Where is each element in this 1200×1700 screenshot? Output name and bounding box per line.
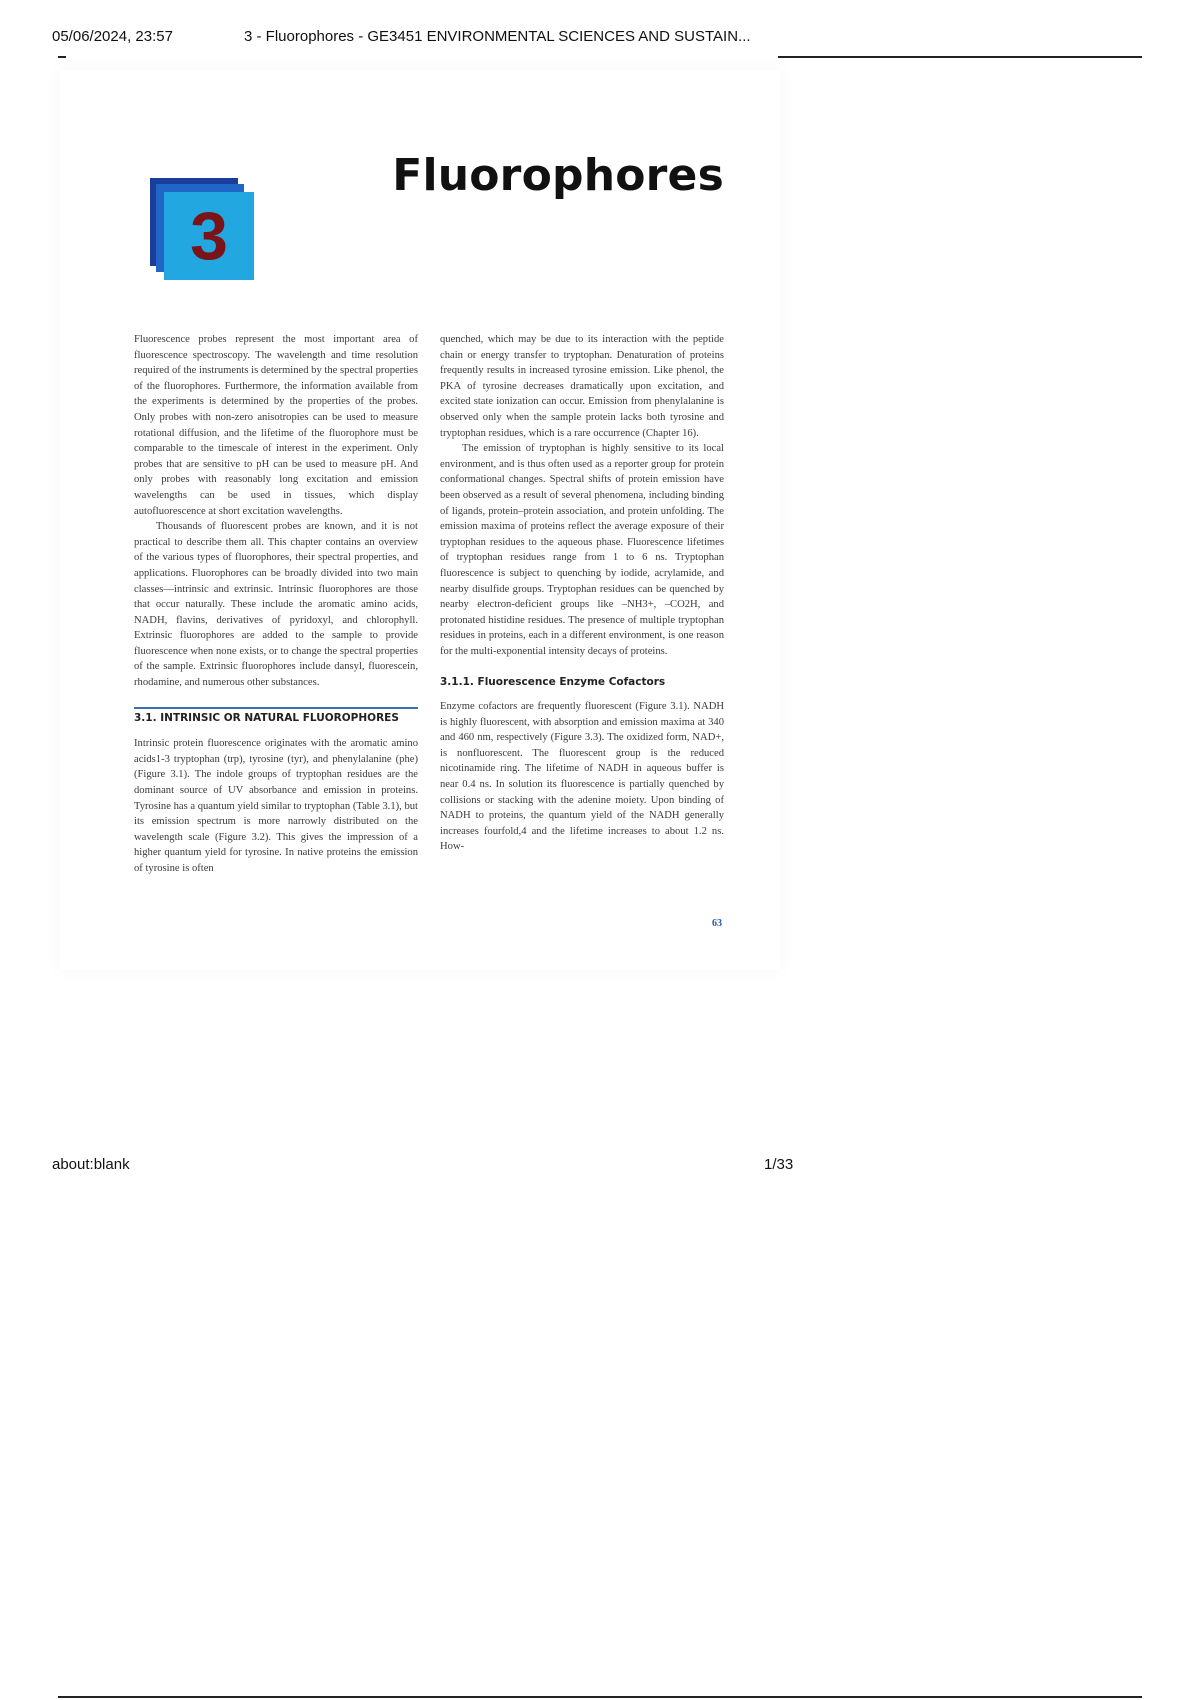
section-paragraph: Intrinsic protein fluorescence originates with the aromatic amino acids1-3 tryptophan (trp), tyrosine (tyr), and phenylalanine (phe) (Figure 3.1). The indole groups of tryptophan residues are the dominant source of UV absorbance and emission in proteins. Tyrosine has a quantum yield similar to tryptophan (Table 3.1), but its emission spectrum is more narrowly distributed on the wavelength scale (Figure 3.2). This gives the impression of a higher quantum yield for tyrosine. In native proteins the emission of tyrosine is often xyxy=(134,738,418,874)
subsection-paragraph: Enzyme cofactors are frequently fluorescent (Figure 3.1). NADH is highly fluorescent, with absorption and emission maxima at 340 and 460 nm, respectively (Figure 3.3). The oxidized form, NAD+, is nonfluorescent. The fluorescent group is the reduced nicotinamide ring. The lifetime of NADH in aqueous buffer is near 0.4 ns. In solution its fluorescence is partially quenched by collisions or stacking with the adenine moiety. Upon binding of NADH to proteins, the quantum yield of the NADH generally increases fourfold,4 and the lifetime increases to about 1.2 ns. How- xyxy=(440,701,724,853)
subsection-heading: 3.1.1. Fluorescence Enzyme Cofactors xyxy=(440,676,666,689)
footer-rule xyxy=(58,1696,1142,1698)
left-column xyxy=(134,332,418,877)
chapter-title: Fluorophores xyxy=(392,150,724,201)
print-header-title: 3 - Fluorophores - GE3451 ENVIRONMENTAL SCIENCES AND SUSTAIN... xyxy=(244,28,751,45)
header-rule xyxy=(778,56,1142,58)
intro-paragraph-2: Thousands of fluorescent probes are known, and it is not practical to describe them all. This chapter contains an overview of the various types of fluorophores, their spectral properties, and applications. Fluorophores can be broadly divided into two main classes—intrinsic and extrinsic. Intrinsic fluorophores are those that occur naturally. These include the aromatic amino acids, NADH, flavins, derivatives of pyridoxyl, and chlorophyll. Extrinsic fluorophores are added to the sample to provide fluorescence when none exists, or to change the spectral properties of the sample. Extrinsic fluorophores include dansyl, fluorescein, rhodamine, and numerous other substances. xyxy=(134,521,418,689)
section-heading: 3.1. INTRINSIC OR NATURAL FLUOROPHORES xyxy=(134,707,418,737)
print-footer-page-indicator: 1/33 xyxy=(764,1156,794,1173)
right-column xyxy=(440,332,724,855)
print-footer-url: about:blank xyxy=(52,1156,130,1173)
print-header-date: 05/06/2024, 23:57 xyxy=(52,28,173,45)
right-paragraph-1: quenched, which may be due to its interaction with the peptide chain or energy transfer to tryptophan. Denaturation of proteins frequently results in increased tyrosine emission. Like phenol, the PKA of tyrosine decreases dramatically upon excitation, and excited state ionization can occur. Emission from phenylalanine is observed only when the sample protein lacks both tyrosine and tryptophan residues, which is a rare occurrence (Chapter 16). xyxy=(440,334,724,439)
intro-paragraph-1: Fluorescence probes represent the most important area of fluorescence spectroscopy. The wavelength and time resolution required of the instruments is determined by the spectral properties of the fluorophores. Furthermore, the information available from the experiments is determined by the properties of the probes. Only probes with non-zero anisotropies can be used to measure rotational diffusion, and the lifetime of the fluorophore must be comparable to the timescale of interest in the experiment. Only probes that are sensitive to pH can be used to measure pH. And only probes with reasonably long excitation and emission wavelengths can be used in tissues, which display autofluorescence at short excitation wavelengths. xyxy=(134,334,418,517)
right-paragraph-2: The emission of tryptophan is highly sensitive to its local environment, and is thus often used as a reporter group for protein conformational changes. Spectral shifts of protein emission have been observed as a result of several phenomena, including binding of ligands, protein–protein association, and protein unfolding. The emission maxima of proteins reflect the average exposure of their tryptophan residues to the aqueous phase. Fluorescence lifetimes of tryptophan residues range from 1 to 6 ns. Tryptophan fluorescence is subject to quenching by iodide, acrylamide, and nearby disulfide groups. Tryptophan residues can be quenched by nearby electron-deficient groups like –NH3+, –CO2H, and protonated histidine residues. The presence of multiple tryptophan residues in proteins, each in a different environment, is one reason for the multi-exponential intensity decays of proteins. xyxy=(440,443,724,657)
page-number: 63 xyxy=(712,918,722,929)
chapter-number-badge xyxy=(150,178,254,280)
chapter-number: 3 xyxy=(190,198,228,274)
header-tick xyxy=(58,56,66,58)
